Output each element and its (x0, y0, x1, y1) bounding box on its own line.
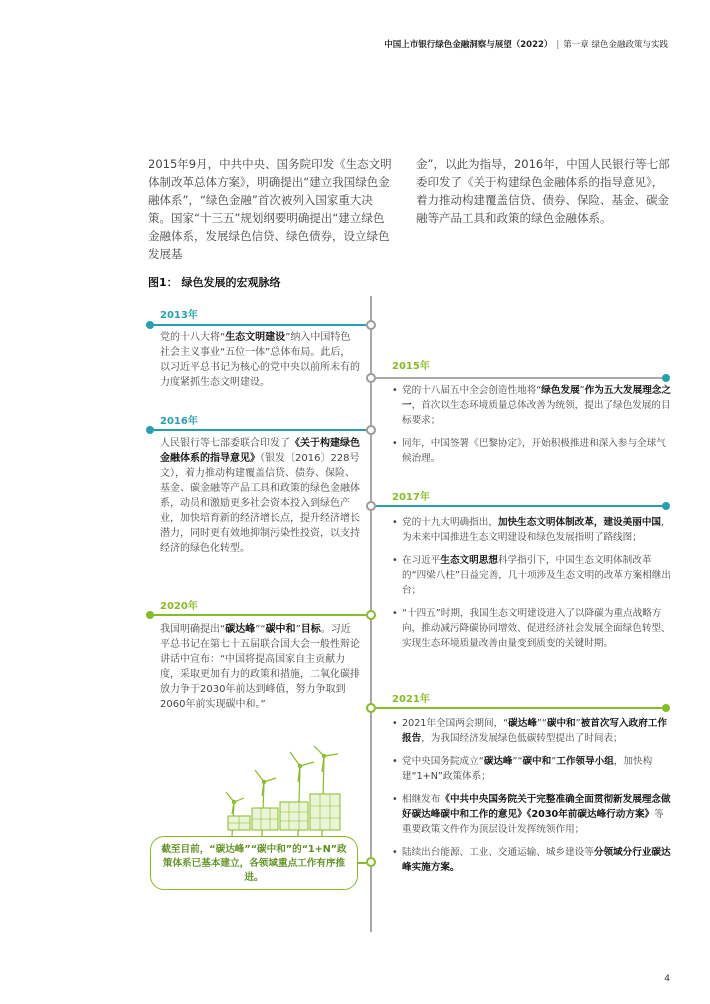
bullet-item (392, 553, 672, 598)
body-text: 科学指引下，中国生态文明体制改革的“四梁八柱”日益完善，几十项涉及生态文明的改革方案相继出台； (402, 555, 671, 596)
body-text: 在习近平 (402, 555, 441, 566)
year-label-2021: 2021年 (392, 694, 430, 705)
emphasis-text: 碳达峰 (483, 756, 513, 767)
body-text: ” (575, 718, 581, 729)
body-text: 人民银行等七部委联合印发了 (160, 438, 290, 449)
emphasis-text: 加快生态文明体制改革，建设美丽中国 (497, 517, 662, 528)
year-label-2013: 2013年 (160, 310, 198, 321)
callout-connector (358, 862, 366, 864)
emphasis-text: 碳中和 (522, 756, 552, 767)
body-text: ”纳入中国特色社会主义事业“五位一体”总体布局。此后，以习近平总书记为核心的党中央以前所未有的力度紧抓生态文明建设。 (160, 332, 360, 388)
body-text: ” (551, 756, 557, 767)
timeline-connector-2016 (150, 429, 366, 431)
chapter-title: 第一章 绿色金融政策与实践 (563, 40, 668, 50)
body-text: ” (579, 385, 585, 396)
callout-box: 截至目前，“碳达峰”“碳中和”的“1+N”政策体系已基本建立，各领域重点工作有序推进。 (150, 836, 358, 890)
year-label-2020: 2020年 (160, 601, 198, 612)
report-title: 中国上市银行绿色金融洞察与展望（2022） (384, 40, 553, 50)
timeline-connector-2013 (150, 324, 366, 326)
timeline-dot-2015 (662, 374, 670, 382)
bullet-item (392, 845, 672, 875)
bullet-item (392, 754, 672, 784)
emphasis-text: 《中共中央国务院关于完整准确全面贯彻新发展理念做好碳达峰碳中和工作的意见》《2030年前碳达峰行动方案》 (402, 794, 671, 820)
bullet-item (392, 606, 672, 651)
body-text: ，加快构建“1+N”政策体系； (402, 756, 653, 782)
intro-paragraph-right: 金”，以此为指导，2016年，中国人民银行等七部委印发了《关于构建绿色金融体系的指导意见》，着力推动构建覆盖信贷、债券、保险、基金、碳金融等产品工具和政策的绿色金融体系。 (416, 157, 670, 225)
emphasis-text: 绿色发展 (541, 385, 580, 396)
emphasis-text: 碳达峰 (225, 624, 256, 635)
entry-text-2016 (160, 436, 360, 556)
emphasis-text: 碳中和 (265, 624, 296, 635)
header-separator: | (556, 40, 560, 50)
bullet-item (392, 515, 672, 545)
entry-list-2015 (392, 383, 672, 474)
emphasis-text: 《关于构建绿色金融体系的指导意见》 (160, 438, 360, 464)
wind-solar-illustration (208, 746, 368, 838)
timeline-connector-2015 (376, 377, 666, 379)
timeline-connector-2021 (376, 707, 666, 709)
emphasis-text: 生态文明建设 (225, 332, 286, 343)
emphasis-text: 分领域分行业碳达峰实施方案。 (402, 847, 671, 873)
intro-paragraph-left: 2015年9月，中共中央、国务院印发《生态文明体制改革总体方案》，明确提出“建立我国绿色金融体系”，“绿色金融”首次被列入国家重大决策。国家“十三五”规划纲要明确提出“建立绿色金融体系，发展绿色信贷、绿色债券，设立绿色发展基 (148, 157, 392, 261)
bullet-item (392, 383, 672, 428)
emphasis-text: 目标 (300, 624, 321, 635)
timeline-node-2021 (366, 703, 376, 713)
timeline-node-2015 (366, 373, 376, 383)
body-text: 相继发布 (402, 794, 441, 805)
year-label-2017: 2017年 (392, 492, 430, 503)
bullet-item (392, 436, 672, 466)
running-header (384, 38, 668, 50)
body-text: ，为未来中国推进生态文明建设和绿色发展指明了路线图； (402, 517, 671, 543)
entry-list-2021 (392, 716, 672, 883)
timeline-dot-2021 (662, 704, 670, 712)
figure-title: 图1： 绿色发展的宏观脉络 (148, 276, 281, 289)
timeline-connector-2017 (376, 505, 666, 507)
body-text: 党的十九大明确指出， (402, 517, 498, 528)
timeline-node-2013 (366, 320, 376, 330)
timeline-node-callout (366, 857, 376, 867)
body-text: ”“ (255, 624, 266, 635)
timeline-node-2017 (366, 501, 376, 511)
year-label-2016: 2016年 (160, 416, 198, 427)
body-text: 。习近平总书记在第七十五届联合国大会一般性辩论讲话中宣布：“中国将提高国家自主贡献力度，采取更加有力的政策和措施，二氧化碳排放力争于2030年前达到峰值，努力争取到2060年前实现碳中和。” (160, 624, 360, 710)
page-number: 4 (664, 974, 670, 984)
body-text: 我国明确提出“ (160, 624, 226, 635)
body-text: ” (295, 624, 301, 635)
year-label-2015: 2015年 (392, 361, 430, 372)
timeline-node-2020 (366, 610, 376, 620)
body-text: ”“ (536, 718, 547, 729)
body-text: 等重要政策文件作为顶层设计发挥统领作用； (402, 809, 664, 835)
emphasis-text: 碳中和 (546, 718, 576, 729)
emphasis-text: 工作领导小组 (556, 756, 614, 767)
bullet-item (392, 792, 672, 837)
emphasis-text: 被首次写入政府工作报告 (402, 718, 667, 744)
body-text: 党中央国务院成立“ (402, 756, 484, 767)
entry-text-2013 (160, 330, 360, 390)
body-text: （银发〔2016〕228号文），着力推动构建覆盖信贷、债券、保险、基金、碳金融等产品工具和政策的绿色金融体系，动员和激励更多社会资本投入到绿色产业，加快培育新的经济增长点，提升经济增长潜力，同时更有效地抑制污染性投资，以支持经济的绿色化转型。 (160, 453, 360, 554)
emphasis-text: 碳达峰 (508, 718, 537, 729)
body-text: 党的十八大将“ (160, 332, 226, 343)
body-text: 2021年全国两会期间，“ (402, 718, 509, 729)
entry-text-2020 (160, 622, 360, 712)
body-text: ，首次以生态环境质量总体改善为统领，提出了绿色发展的目标要求； (402, 400, 671, 426)
body-text: 陆续出台能源、工业、交通运输、城乡建设等 (402, 847, 594, 858)
timeline-node-2016 (366, 425, 376, 435)
body-text: 同年，中国签署《巴黎协定》，开始积极推进和深入参与全球气候治理。 (402, 438, 666, 464)
body-text: “十四五”时期，我国生态文明建设进入了以降碳为重点战略方向，推动减污降碳协同增效、促进经济社会发展全面绿色转型、实现生态环境质量改善由量变到质变的关键时期。 (402, 608, 671, 649)
emphasis-text: 生态文明思想 (440, 555, 498, 566)
entry-list-2017 (392, 515, 672, 659)
body-text: 党的十八届五中全会创造性地将“ (402, 385, 542, 396)
bullet-item (392, 716, 672, 746)
emphasis-text: 作为五大发展理念之一 (402, 385, 671, 411)
timeline-dot-2017 (662, 502, 670, 510)
body-text: ”“ (512, 756, 523, 767)
body-text: ，为我国经济发展绿色低碳转型提出了时间表； (421, 733, 623, 744)
timeline-connector-2020 (150, 614, 366, 616)
